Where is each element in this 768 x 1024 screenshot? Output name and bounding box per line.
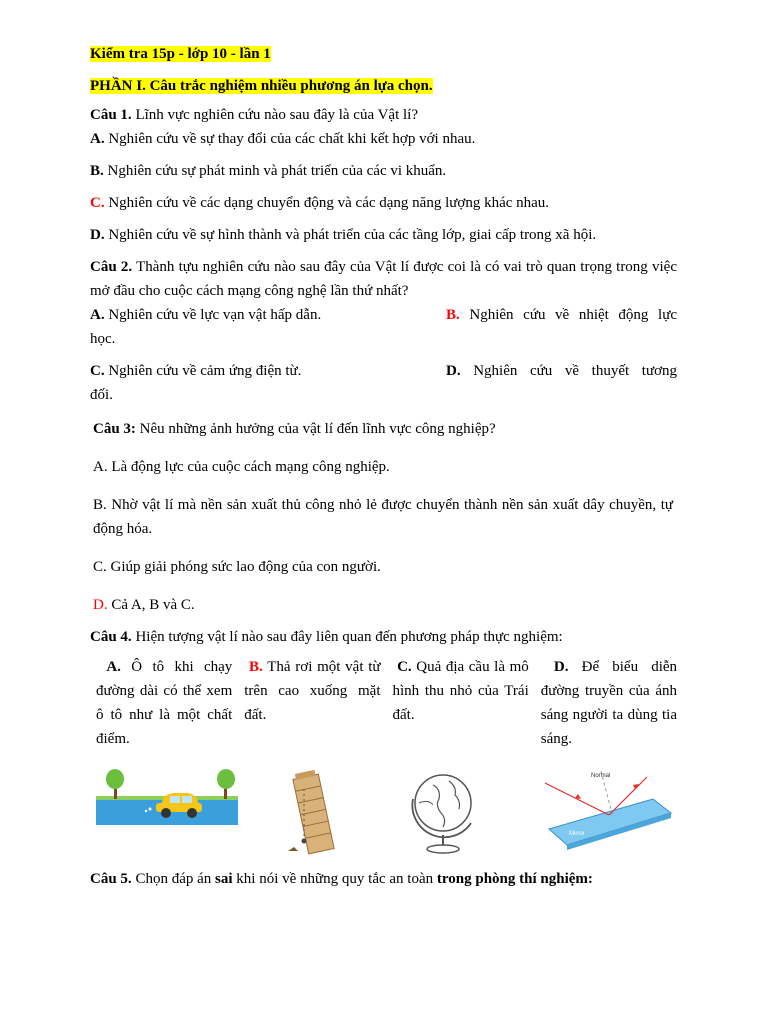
q2-row-ab — [90, 303, 677, 327]
leaning-tower-illustration — [282, 769, 352, 855]
q4-option-c: C. Quả địa cầu là mô hình thu nhỏ của Trái đất. — [392, 659, 529, 723]
question-1: Câu 1. Lĩnh vực nghiên cứu nào sau đây là của Vật lí? — [90, 107, 418, 123]
q1-option-d: D. Nghiên cứu về sự hình thành và phát triển của các tầng lớp, giai cấp trong xã hội. — [90, 227, 597, 243]
q1-option-a: A. Nghiên cứu về sự thay đổi của các chất khi kết hợp với nhau. — [90, 131, 476, 147]
q2-option-b: B. Nghiên cứu về nhiệt động lực — [446, 307, 678, 323]
q2-option-d-cont: đối. — [90, 387, 113, 403]
quiz-title: Kiểm tra 15p - lớp 10 - lần 1 — [90, 46, 271, 62]
q3-option-a: A. Là động lực của cuộc cách mạng công nghiệp. — [93, 459, 390, 475]
q2-option-d: D. Nghiên cứu về thuyết tương — [446, 363, 678, 379]
q2-option-c: C. Nghiên cứu về cảm ứng điện từ. — [90, 363, 302, 379]
q2-option-a: A. Nghiên cứu về lực vạn vật hấp dẫn. — [90, 307, 322, 323]
question-5: Câu 5. Chọn đáp án sai khi nói về những quy tắc an toàn trong phòng thí nghiệm: — [90, 871, 593, 887]
q4-options — [96, 655, 677, 751]
q4-option-b: B. Thả rơi một vật từ trên cao xuống mặt đất. — [244, 659, 381, 723]
q3-option-b: B. Nhờ vật lí mà nền sản xuất thủ công nhỏ lẻ được chuyển thành nền sản xuất dây chuyền, tự động hóa. — [93, 497, 673, 537]
q3-option-c: C. Giúp giải phóng sức lao động của con người. — [93, 559, 381, 575]
q1-option-b: B. Nghiên cứu sự phát minh và phát triển của các vi khuẩn. — [90, 163, 447, 179]
q3-option-d: D. Cả A, B và C. — [93, 597, 195, 613]
car-road-illustration — [90, 769, 238, 849]
question-2: Câu 2. Thành tựu nghiên cứu nào sau đây của Vật lí được coi là có vai trò quan trọng trong việc mở đầu cho cuộc cách mạng công nghệ lần thứ nhất? — [90, 259, 677, 299]
q4-option-d: D. Để biểu diễn đường truyền của ánh sáng người ta dùng tia sáng. — [540, 659, 678, 747]
normal-label: Normal — [590, 773, 611, 779]
q1-option-c: C. Nghiên cứu về các dạng chuyển động và các dạng năng lượng khác nhau. — [90, 195, 550, 211]
globe-illustration — [405, 769, 481, 855]
q4-option-a: A. Ô tô khi chạy đường dài có thể xem ô tô như là một chất điểm. — [96, 659, 233, 747]
mirror-label: Mirror — [568, 831, 585, 837]
q2-row-cd — [90, 359, 677, 383]
question-3: Câu 3: Nêu những ảnh hưởng của vật lí đến lĩnh vực công nghiệp? — [93, 421, 496, 437]
section-heading: PHẦN I. Câu trắc nghiệm nhiều phương án lựa chọn. — [90, 78, 433, 94]
q2-option-b-cont: học. — [90, 331, 116, 347]
document-page — [90, 40, 677, 891]
q4-figures — [90, 769, 677, 859]
mirror-reflection-illustration — [535, 769, 677, 855]
question-4: Câu 4. Hiện tượng vật lí nào sau đây liên quan đến phương pháp thực nghiệm: — [90, 629, 563, 645]
